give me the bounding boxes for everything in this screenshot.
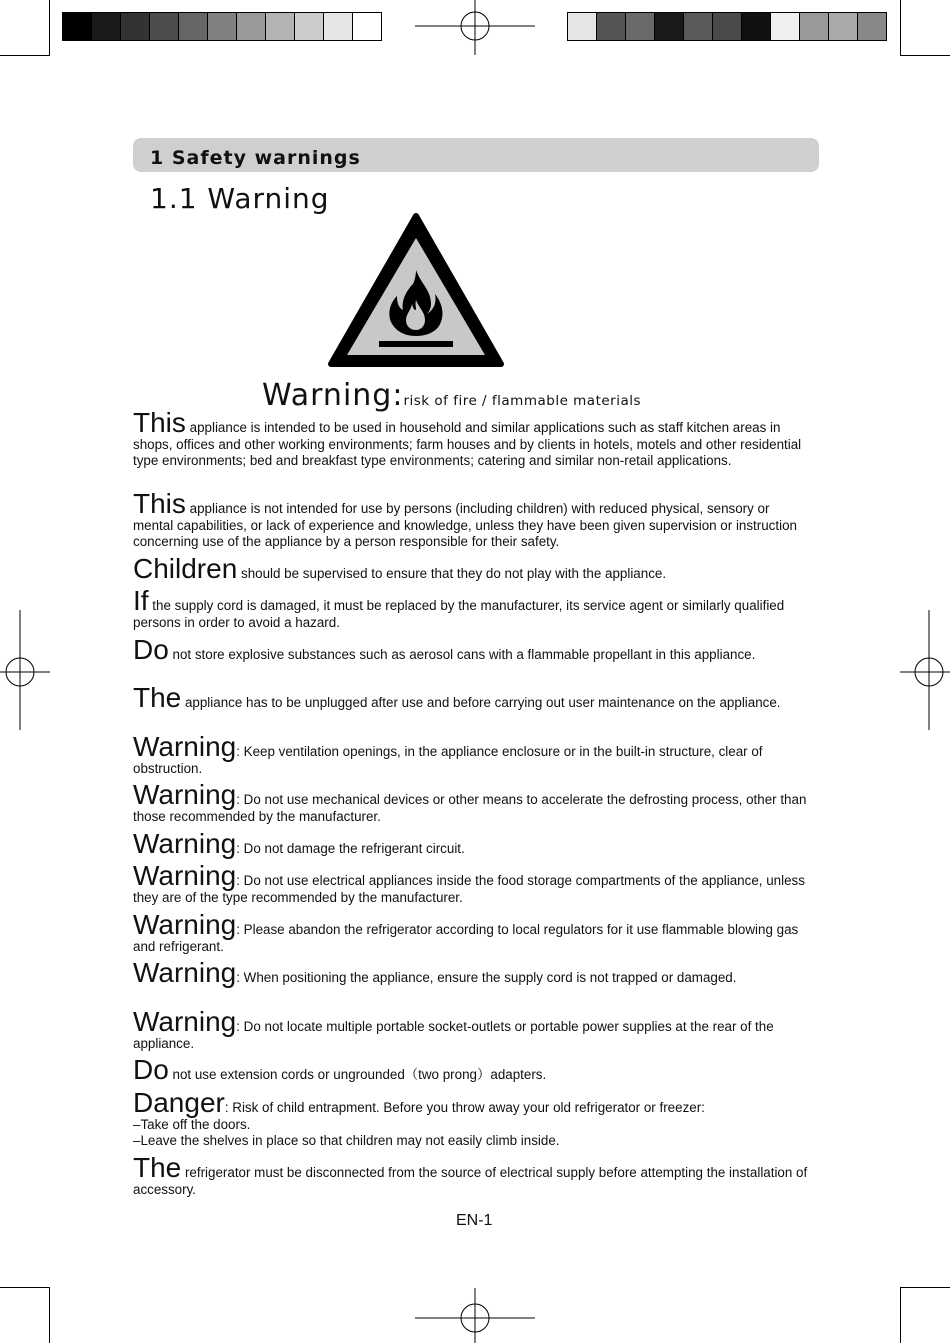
left-strip-swatch: [179, 13, 208, 40]
crop-mark: [900, 0, 901, 55]
paragraph-text: : Do not use mechanical devices or other means to accelerate the defrosting process, other than those recommended by the manufacturer.: [133, 792, 807, 824]
paragraph-text: appliance is not intended for use by persons (including children) with reduced physical, sensory or mental capabilities, or lack of experience and knowledge, unless they have been given supervision or instruction concerning use of the appliance by a person responsible for their safety.: [133, 501, 797, 549]
safety-paragraph: [133, 957, 813, 988]
paragraph-lead-word: This: [133, 407, 186, 438]
safety-paragraph: [133, 828, 813, 859]
safety-paragraph: [133, 779, 813, 825]
left-strip-swatch: [324, 13, 353, 40]
color-strip-left: [62, 12, 382, 41]
right-strip-swatch: [713, 13, 742, 40]
crop-mark: [900, 55, 950, 56]
right-strip-swatch: [626, 13, 655, 40]
left-strip-swatch: [208, 13, 237, 40]
safety-paragraph: [133, 1054, 813, 1085]
paragraph-text: the supply cord is damaged, it must be replaced by the manufacturer, its service agent or similarly qualified persons in order to avoid a hazard.: [133, 598, 785, 630]
safety-paragraph: [133, 731, 813, 777]
paragraph-text: appliance is intended to be used in household and similar applications such as staff kitchen areas in shops, offices and other working environments; farm houses and by clients in hotels, motels and other residential type environments; bed and breakfast type environments; catering and similar non-retail applications.: [133, 420, 802, 468]
paragraph-text: : Risk of child entrapment. Before you throw away your old refrigerator or freezer:: [224, 1100, 705, 1115]
left-strip-swatch: [150, 13, 179, 40]
safety-paragraph: [133, 682, 813, 713]
paragraph-text: appliance has to be unplugged after use and before carrying out user maintenance on the appliance.: [181, 695, 781, 710]
paragraph-lead-word: Do: [133, 634, 169, 665]
sign-caption: [262, 378, 641, 413]
paragraph-lead-word: Warning: [133, 860, 237, 891]
left-strip-swatch: [121, 13, 150, 40]
paragraph-text: : When positioning the appliance, ensure the supply cord is not trapped or damaged.: [236, 970, 737, 985]
paragraph-lead-word: Warning: [133, 909, 237, 940]
right-strip-swatch: [858, 13, 886, 40]
registration-mark-bottom: [415, 1288, 535, 1343]
safety-paragraph: [133, 909, 813, 955]
subsection-title: 1.1 Warning: [150, 182, 330, 215]
crop-mark: [0, 55, 50, 56]
right-strip-swatch: [829, 13, 858, 40]
right-strip-swatch: [771, 13, 800, 40]
section-title: 1 Safety warnings: [150, 147, 361, 169]
paragraph-text: not store explosive substances such as aerosol cans with a flammable propellant in this appliance.: [168, 647, 756, 662]
paragraph-lead-word: The: [133, 682, 182, 713]
right-strip-swatch: [742, 13, 771, 40]
paragraph-lead-word: This: [133, 488, 186, 519]
right-strip-swatch: [800, 13, 829, 40]
right-strip-swatch: [655, 13, 684, 40]
safety-paragraph: [133, 407, 813, 470]
sign-caption-warning: Warning:: [262, 378, 404, 413]
left-strip-swatch: [353, 13, 381, 40]
safety-paragraph: [133, 1087, 813, 1150]
right-strip-swatch: [684, 13, 713, 40]
right-strip-swatch: [568, 13, 597, 40]
crop-mark: [900, 1287, 901, 1343]
registration-mark-right: [900, 610, 950, 730]
paragraph-text: : Do not use electrical appliances inside the food storage compartments of the appliance, unless they are of the type recommended by the manufacturer.: [133, 873, 805, 905]
safety-paragraph: [133, 634, 813, 665]
crop-mark: [900, 1287, 950, 1288]
paragraph-sub-line: –Leave the shelves in place so that children may not easily climb inside.: [133, 1133, 560, 1148]
section-header-bar: [133, 138, 819, 172]
paragraph-text: should be supervised to ensure that they do not play with the appliance.: [237, 566, 667, 581]
paragraph-text: refrigerator must be disconnected from the source of electrical supply before attempting the installation of accessory.: [133, 1165, 808, 1197]
paragraph-lead-word: Do: [133, 1054, 169, 1085]
paragraph-sub-line: –Take off the doors.: [133, 1116, 251, 1132]
paragraph-lead-word: Danger: [133, 1087, 225, 1118]
paragraph-lead-word: Children: [133, 553, 238, 584]
paragraph-lead-word: Warning: [133, 828, 237, 859]
color-strip-right: [567, 12, 887, 41]
paragraph-text: not use extension cords or ungrounded（two prong）adapters.: [168, 1067, 547, 1082]
safety-paragraph: [133, 585, 813, 631]
right-strip-swatch: [597, 13, 626, 40]
paragraph-text: : Keep ventilation openings, in the appliance enclosure or in the built-in structure, clear of obstruction.: [133, 744, 763, 776]
left-strip-swatch: [266, 13, 295, 40]
registration-mark-top: [415, 0, 535, 55]
safety-paragraph: [133, 488, 813, 551]
paragraph-text: : Do not damage the refrigerant circuit.: [236, 841, 465, 856]
paragraph-lead-word: The: [133, 1152, 182, 1183]
safety-paragraph: [133, 860, 813, 906]
sign-caption-text: risk of fire / flammable materials: [403, 393, 642, 409]
left-strip-swatch: [237, 13, 266, 40]
registration-mark-left: [0, 610, 50, 730]
flammable-warning-sign-icon: [327, 212, 505, 370]
paragraph-lead-word: Warning: [133, 779, 237, 810]
paragraph-lead-word: Warning: [133, 957, 237, 988]
paragraph-text: : Please abandon the refrigerator according to local regulators for it use flammable blowing gas and refrigerant.: [133, 922, 799, 954]
crop-mark: [49, 1287, 50, 1343]
left-strip-swatch: [63, 13, 92, 40]
crop-mark: [0, 1287, 50, 1288]
paragraph-lead-word: Warning: [133, 1006, 237, 1037]
left-strip-swatch: [92, 13, 121, 40]
crop-mark: [49, 0, 50, 55]
safety-paragraph: [133, 1152, 813, 1198]
page-number: EN-1: [456, 1212, 493, 1229]
left-strip-swatch: [295, 13, 324, 40]
paragraph-text: : Do not locate multiple portable socket-outlets or portable power supplies at the rear of the appliance.: [133, 1019, 774, 1051]
safety-paragraph: [133, 1006, 813, 1052]
paragraph-lead-word: If: [133, 585, 149, 616]
paragraph-lead-word: Warning: [133, 731, 237, 762]
safety-paragraph: [133, 553, 813, 584]
